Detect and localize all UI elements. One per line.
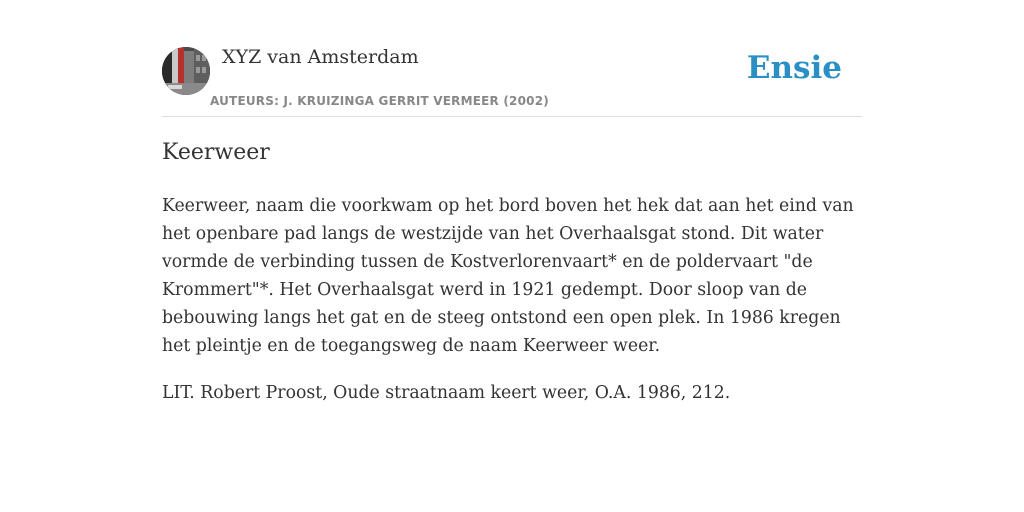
book-cover-avatar[interactable] <box>162 47 210 95</box>
book-title[interactable]: XYZ van Amsterdam <box>222 46 419 68</box>
header <box>162 44 862 117</box>
authors-line: AUTEURS: J. KRUIZINGA GERRIT VERMEER (2002) <box>210 94 549 108</box>
entry-paragraph: Keerweer, naam die voorkwam op het bord boven het hek dat aan het eind van het openbare pad langs de westzijde van het Overhaalsgat stond. Dit water vormde de verbinding tussen de Kostverlorenvaart* en de poldervaart "de Krommert"*. Het Overhaalsgat werd in 1921 gedempt. Door sloop van de bebouwing langs het gat en de steeg ontstond een open plek. In 1986 kregen het pleintje en de toegangsweg de naam Keerweer weer. <box>162 196 854 356</box>
entry-body <box>162 192 862 426</box>
entry-title: Keerweer <box>162 140 270 165</box>
ensie-logo[interactable]: Ensie <box>746 50 842 86</box>
literature-reference: LIT. Robert Proost, Oude straatnaam keert weer, O.A. 1986, 212. <box>162 383 731 403</box>
